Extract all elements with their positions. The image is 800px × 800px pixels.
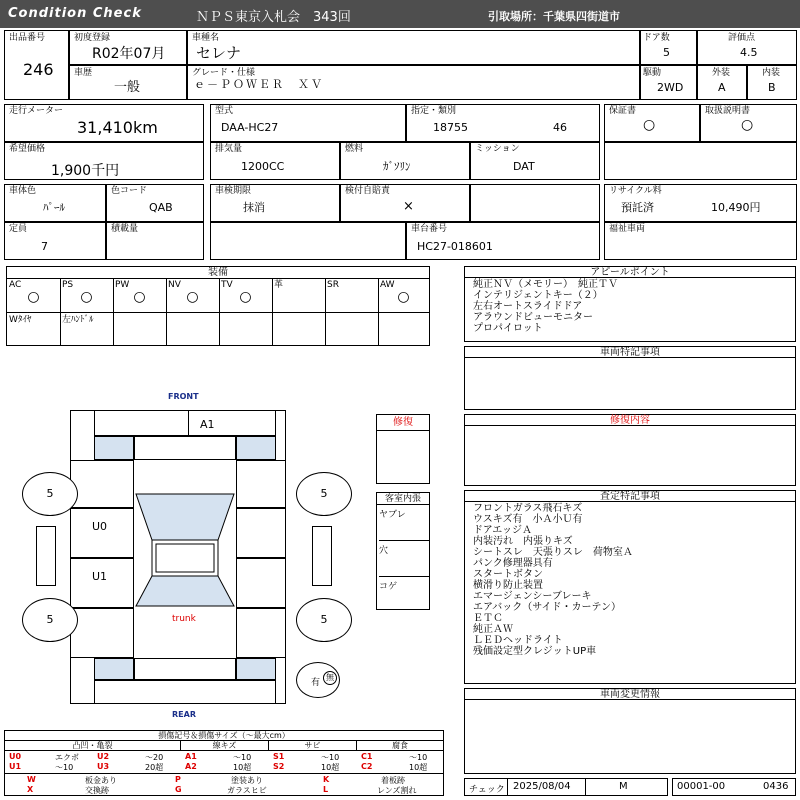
empty-top-right bbox=[604, 142, 797, 180]
load-box bbox=[106, 222, 204, 260]
recycle-box bbox=[604, 184, 797, 222]
drive-value: 2WD bbox=[657, 81, 684, 94]
grade-label: グレード・仕様 bbox=[192, 68, 256, 78]
inspection-line: パンク修理器具有 bbox=[473, 558, 553, 569]
legend-desc: 着板跡 bbox=[381, 776, 405, 785]
right-fender-front bbox=[236, 460, 286, 508]
appeal-line: プロパイロット bbox=[473, 323, 543, 334]
legend-code: G bbox=[175, 785, 182, 794]
legend-code: S1 bbox=[273, 752, 285, 761]
rear-label: REAR bbox=[172, 710, 196, 719]
code-value: 00001-00 bbox=[677, 781, 726, 792]
special-notes-panel bbox=[464, 346, 796, 410]
right-side-window bbox=[312, 526, 332, 586]
welfare-box bbox=[604, 222, 797, 260]
mission-value: DAT bbox=[513, 160, 535, 173]
appeal-line: インテリジェントキー（２） bbox=[473, 290, 603, 301]
damage-legend bbox=[4, 730, 444, 796]
warranty-label: 保証書 bbox=[609, 106, 637, 116]
recycle-fee: 10,490円 bbox=[711, 201, 761, 214]
tyre-rear-left: 5 bbox=[22, 598, 78, 642]
doors-value: 5 bbox=[663, 46, 670, 59]
legend-code: U1 bbox=[9, 762, 22, 771]
legend-head-scratch: 線キズ bbox=[181, 741, 269, 751]
spare-label: 有 bbox=[311, 678, 321, 688]
left-door-front bbox=[70, 508, 134, 558]
equip-val-pw: ○ bbox=[133, 289, 146, 305]
appeal-panel bbox=[464, 266, 796, 342]
inspection-line: ＥＴＣ bbox=[473, 613, 503, 624]
cat-value-2: 46 bbox=[553, 121, 567, 134]
welfare-label: 福祉車両 bbox=[609, 224, 646, 234]
price-box bbox=[4, 142, 204, 180]
front-right-corner bbox=[236, 436, 276, 460]
legend-head-dent: 凸凹・亀裂 bbox=[5, 741, 181, 751]
tyre-rear-right: 5 bbox=[296, 598, 352, 642]
score-box bbox=[697, 30, 797, 65]
legend-code: W bbox=[27, 775, 36, 784]
equip-head-sr: SR bbox=[327, 280, 339, 290]
history-value: 一般 bbox=[114, 80, 141, 95]
interior-label: 内装 bbox=[762, 68, 781, 78]
equip-head-pw: PW bbox=[115, 280, 130, 290]
equip-head-aw: AW bbox=[380, 280, 395, 290]
panel-hood bbox=[188, 410, 189, 436]
nox-value: × bbox=[403, 199, 414, 214]
mileage-label: 走行メーター bbox=[9, 106, 64, 116]
exterior-label: 外装 bbox=[712, 68, 731, 78]
legend-desc: ～10 bbox=[55, 763, 74, 772]
appeal-line: 左右オートスライドドア bbox=[473, 301, 583, 312]
equip-val-nv: ○ bbox=[186, 289, 199, 305]
left-side-window bbox=[36, 526, 56, 586]
inspect-label: 車検期限 bbox=[215, 186, 252, 196]
cabin-box bbox=[376, 492, 430, 610]
legend-desc: 板金あり bbox=[85, 776, 117, 785]
mission-box bbox=[470, 142, 600, 180]
mileage-value: 31,410km bbox=[77, 118, 158, 137]
car-diagram bbox=[0, 386, 370, 722]
inspect-value: 抹消 bbox=[243, 201, 265, 214]
reg-label: 初度登録 bbox=[74, 33, 111, 43]
legend-desc: ～10 bbox=[233, 753, 252, 762]
chassis-label: 車台番号 bbox=[411, 224, 448, 234]
color-label: 色コード bbox=[111, 186, 148, 196]
history-box bbox=[69, 65, 187, 100]
inspection-line: ＬＥＤヘッドライト bbox=[473, 635, 563, 646]
equip-val-ps: ○ bbox=[80, 289, 93, 305]
repair-content-title: 修復内容 bbox=[465, 415, 795, 426]
drive-label: 駆動 bbox=[643, 68, 662, 78]
drive-box bbox=[640, 65, 697, 100]
trunk-label: trunk bbox=[172, 614, 196, 624]
chassis-box bbox=[406, 222, 600, 260]
tyre-front-right: 5 bbox=[296, 472, 352, 516]
fuel-box bbox=[340, 142, 470, 180]
right-fender-rear bbox=[236, 608, 286, 658]
nox-box bbox=[340, 184, 470, 222]
score-label: 評価点 bbox=[728, 33, 756, 43]
equipment-title: 装備 bbox=[7, 267, 429, 279]
legend-desc: 10超 bbox=[409, 763, 428, 772]
inspection-line: フロントガラス飛石キズ bbox=[473, 503, 583, 514]
chassis-value: HC27-018601 bbox=[417, 240, 493, 253]
nox-label: 検付自賠責 bbox=[345, 186, 391, 196]
legend-code: P bbox=[175, 775, 181, 784]
price-value: 1,900千円 bbox=[51, 163, 120, 179]
capacity-box bbox=[4, 222, 106, 260]
color-value: QAB bbox=[149, 201, 173, 214]
capacity-label: 定員 bbox=[9, 224, 28, 234]
fuel-label: 燃料 bbox=[345, 144, 364, 154]
body-color-box bbox=[4, 184, 106, 222]
repair-box bbox=[376, 414, 430, 484]
legend-title: 損傷記号＆損傷サイズ（～最大cm） bbox=[5, 731, 443, 741]
manual-value: ○ bbox=[741, 117, 754, 133]
legend-code: A1 bbox=[185, 752, 197, 761]
u0-label: U0 bbox=[92, 520, 108, 533]
cat-label: 指定・類別 bbox=[411, 106, 457, 116]
equip-head-ps: PS bbox=[62, 280, 74, 290]
name-label: 車種名 bbox=[192, 33, 220, 43]
check-date: 2025/08/04 bbox=[513, 781, 571, 792]
inspection-notes-panel bbox=[464, 490, 796, 684]
header-bar bbox=[0, 0, 800, 28]
u1-label: U1 bbox=[92, 570, 108, 583]
legend-code: A2 bbox=[185, 762, 197, 771]
check-mark: M bbox=[619, 781, 628, 792]
warranty-value: ○ bbox=[643, 117, 656, 133]
name-value: セレナ bbox=[196, 44, 242, 62]
recycle-label: リサイクル料 bbox=[609, 186, 662, 196]
front-left-corner bbox=[94, 436, 134, 460]
name-box bbox=[187, 30, 640, 65]
legend-desc: ～20 bbox=[145, 753, 164, 762]
grade-box bbox=[187, 65, 640, 100]
exterior-value: A bbox=[718, 81, 726, 94]
manual-label: 取扱説明書 bbox=[705, 106, 751, 116]
appeal-line: 純正ＮＶ（メモリー） 純正ＴＶ bbox=[473, 279, 618, 290]
cabin-item-hole: 穴 bbox=[379, 543, 429, 577]
rear-left-corner bbox=[94, 658, 134, 680]
lot-label: 出品番号 bbox=[9, 33, 46, 43]
left-door-rear bbox=[70, 558, 134, 608]
legend-desc: ～10 bbox=[409, 753, 428, 762]
inspection-line: 純正ＡＷ bbox=[473, 624, 513, 635]
body-value: ﾊﾟｰﾙ bbox=[43, 201, 65, 214]
equip-head-ac: AC bbox=[9, 280, 22, 290]
doors-box bbox=[640, 30, 697, 65]
equip-val-ac: ○ bbox=[27, 289, 40, 305]
legend-desc: 交換跡 bbox=[85, 786, 109, 795]
inspection-line: ウスキズ有 小Ａ小Ｕ有 bbox=[473, 514, 583, 525]
fuel-value: ｶﾞｿﾘﾝ bbox=[383, 160, 411, 173]
front-center bbox=[134, 436, 236, 460]
tyre-front-left: 5 bbox=[22, 472, 78, 516]
cabin-item-tear: ヤブレ bbox=[379, 507, 429, 541]
equip-val-aw: ○ bbox=[397, 289, 410, 305]
disp-value: 1200CC bbox=[241, 160, 285, 173]
legend-code: U0 bbox=[9, 752, 22, 761]
legend-head-rust: サビ bbox=[269, 741, 357, 751]
category-box bbox=[406, 104, 600, 142]
inspection-line: シートスレ 天張りスレ 荷物室Ａ bbox=[473, 547, 633, 558]
legend-code: U2 bbox=[97, 752, 110, 761]
inspection-line: ドアエッジＡ bbox=[473, 525, 532, 536]
equip-head-tv: TV bbox=[221, 280, 233, 290]
legend-code: C1 bbox=[361, 752, 373, 761]
reg-value: R02年07月 bbox=[92, 46, 166, 62]
front-label: FRONT bbox=[168, 392, 199, 401]
equip-head-nv: NV bbox=[168, 280, 181, 290]
legend-code: C2 bbox=[361, 762, 373, 771]
appeal-title: アピールポイント bbox=[465, 267, 795, 278]
mission-label: ミッション bbox=[475, 144, 520, 154]
model-box bbox=[210, 104, 406, 142]
rear-center bbox=[134, 658, 236, 680]
registration-box bbox=[69, 30, 187, 65]
legend-desc: 10超 bbox=[233, 763, 252, 772]
inspection-line: スタートボタン bbox=[473, 569, 543, 580]
inspection-line: エアバック（サイド・カーテン） bbox=[473, 602, 621, 613]
interior-box bbox=[747, 65, 797, 100]
warranty-box bbox=[604, 104, 700, 142]
color-code-box bbox=[106, 184, 204, 222]
price-label: 希望価格 bbox=[9, 144, 46, 154]
disp-label: 排気量 bbox=[215, 144, 243, 154]
right-door-front bbox=[236, 508, 286, 558]
score-value: 4.5 bbox=[740, 46, 758, 59]
empty-row4-box bbox=[210, 222, 406, 260]
roof-drawing bbox=[134, 460, 236, 658]
legend-desc: 塗装あり bbox=[231, 776, 263, 785]
footer-check bbox=[464, 778, 668, 796]
spare-tyre bbox=[296, 662, 340, 698]
inspect-box bbox=[210, 184, 340, 222]
right-door-rear bbox=[236, 558, 286, 608]
legend-desc: レンズ割れ bbox=[377, 786, 417, 795]
special-title: 車両特記事項 bbox=[465, 347, 795, 358]
a1-label: A1 bbox=[200, 418, 215, 431]
equipment-table bbox=[6, 266, 430, 346]
repair-title: 修復 bbox=[377, 415, 429, 431]
legend-head-corrosion: 腐食 bbox=[357, 741, 443, 751]
legend-desc: 10超 bbox=[321, 763, 340, 772]
change-info-panel bbox=[464, 688, 796, 774]
manual-box bbox=[700, 104, 797, 142]
inspection-line: 内装汚れ 内張りキズ bbox=[473, 536, 573, 547]
legend-desc: ガラスヒビ bbox=[227, 786, 267, 795]
legend-desc: 20超 bbox=[145, 763, 164, 772]
brand-title: Condition Check bbox=[8, 6, 142, 21]
check-label: チェック bbox=[469, 785, 505, 795]
footer-code bbox=[672, 778, 796, 796]
doors-label: ドア数 bbox=[643, 33, 670, 43]
legend-code: S2 bbox=[273, 762, 285, 771]
equip-head-leather: 革 bbox=[274, 280, 284, 290]
capacity-value: 7 bbox=[41, 240, 48, 253]
legend-desc: ～10 bbox=[321, 753, 340, 762]
appeal-line: アラウンドビューモニター bbox=[473, 312, 593, 323]
interior-value: B bbox=[768, 81, 776, 94]
legend-code: K bbox=[323, 775, 330, 784]
rear-bumper bbox=[94, 680, 276, 704]
empty-row3-box bbox=[470, 184, 600, 222]
legend-desc: エクボ bbox=[55, 753, 79, 762]
model-value: DAA-HC27 bbox=[221, 121, 279, 134]
mileage-box bbox=[4, 104, 204, 142]
change-info-title: 車両変更情報 bbox=[465, 689, 795, 700]
repair-content-panel bbox=[464, 414, 796, 486]
model-label: 型式 bbox=[215, 106, 234, 116]
recycle-status: 預託済 bbox=[621, 201, 654, 214]
load-label: 積載量 bbox=[111, 224, 139, 234]
inspection-line: 横滑り防止装置 bbox=[473, 580, 543, 591]
num-value: 0436 bbox=[763, 781, 789, 792]
displacement-box bbox=[210, 142, 340, 180]
legend-code: X bbox=[27, 785, 34, 794]
grade-value: ｅ－ＰＯＷＥＲ ＸＶ bbox=[194, 78, 324, 91]
body-label: 車体色 bbox=[9, 186, 37, 196]
history-label: 車歴 bbox=[74, 68, 93, 78]
cabin-item-burn: コゲ bbox=[379, 582, 398, 592]
pickup-location: 引取場所：千葉県四街道市 bbox=[488, 10, 620, 23]
left-fender-rear bbox=[70, 608, 134, 658]
cabin-title: 客室内張 bbox=[377, 493, 429, 505]
exterior-box bbox=[697, 65, 747, 100]
equip-extra-1: Wﾀｲﾔ bbox=[9, 315, 32, 325]
legend-code: U3 bbox=[97, 762, 110, 771]
legend-code: L bbox=[323, 785, 329, 794]
auction-title: ＮＰＳ東京入札会 343回 bbox=[196, 10, 351, 25]
left-fender-front bbox=[70, 460, 134, 508]
spare-mark: 無 bbox=[323, 671, 337, 685]
lot-box bbox=[4, 30, 69, 100]
inspection-line: エマージェンシーブレーキ bbox=[473, 591, 592, 602]
equip-val-tv: ○ bbox=[239, 289, 252, 305]
rear-right-corner bbox=[236, 658, 276, 680]
equip-extra-2: 左ﾊﾝﾄﾞﾙ bbox=[62, 315, 94, 325]
cat-value-1: 18755 bbox=[433, 121, 468, 134]
inspection-line: 残価設定型クレジットUP車 bbox=[473, 646, 597, 657]
lot-number: 246 bbox=[23, 60, 54, 79]
inspection-title: 査定特記事項 bbox=[465, 491, 795, 502]
car-top-block bbox=[94, 410, 276, 436]
